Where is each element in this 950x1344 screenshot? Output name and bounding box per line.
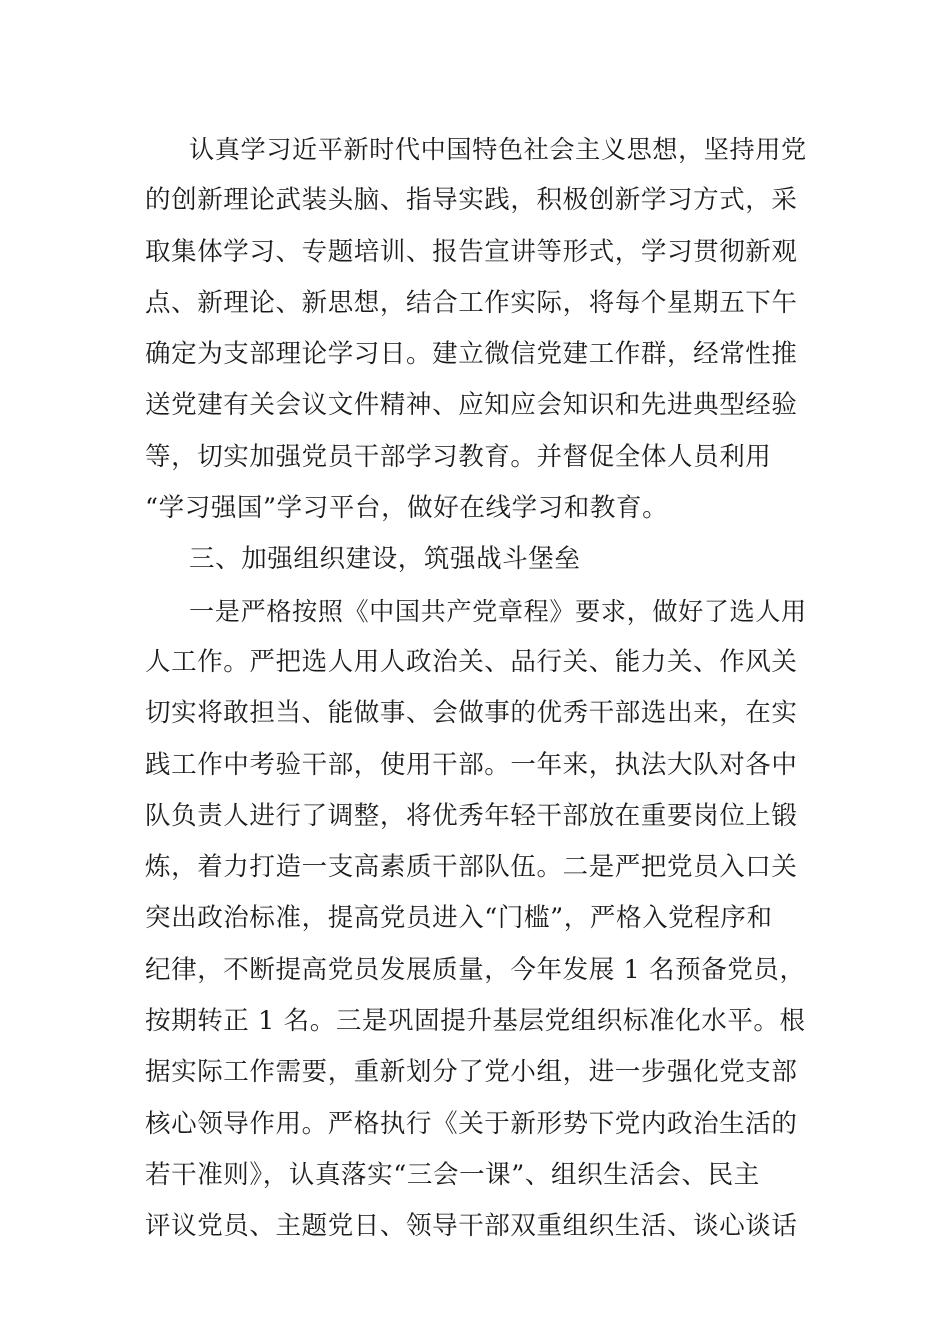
paragraph-line: 炼，着力打造一支高素质干部队伍。二是严把党员入口关 xyxy=(145,852,798,883)
paragraph-line: 的创新理论武装头脑、指导实践，积极创新学习方式，采 xyxy=(145,185,798,216)
paragraph-line: 一是严格按照《中国共产党章程》要求，做好了选人用 xyxy=(189,596,807,626)
paragraph-line: 确定为支部理论学习日。建立微信党建工作群，经常性推 xyxy=(145,339,798,370)
paragraph-line: 送党建有关会议文件精神、应知应会知识和先进典型经验 xyxy=(145,390,798,421)
paragraph-line: 践工作中考验干部，使用干部。一年来，执法大队对各中 xyxy=(145,749,798,780)
paragraph-line: 按期转正 1 名。三是巩固提升基层党组织标准化水平。根 xyxy=(145,1006,806,1037)
paragraph-line: 评议党员、主题党日、领导干部双重组织生活、谈心谈话 xyxy=(145,1211,798,1242)
paragraph-line: 突出政治标准，提高党员进入“门槛”，严格入党程序和 xyxy=(145,903,773,934)
paragraph-line: “学习强国”学习平台，做好在线学习和教育。 xyxy=(145,493,669,524)
paragraph-line: 队负责人进行了调整，将优秀年轻干部放在重要岗位上锻 xyxy=(145,800,798,831)
paragraph-line: 据实际工作需要，重新划分了党小组，进一步强化党支部 xyxy=(145,1057,798,1088)
paragraph-line: 点、新理论、新思想，结合工作实际，将每个星期五下午 xyxy=(145,287,798,318)
paragraph-line: 切实将敢担当、能做事、会做事的优秀干部选出来，在实 xyxy=(145,698,798,729)
document-body xyxy=(145,124,810,1253)
paragraph-line: 认真学习近平新时代中国特色社会主义思想，坚持用党 xyxy=(189,135,807,164)
paragraph-line: 纪律，不断提高党员发展质量，今年发展 1 名预备党员， xyxy=(145,954,806,985)
paragraph-line: 人工作。严把选人用人政治关、品行关、能力关、作风关 xyxy=(145,646,798,677)
paragraph-line: 取集体学习、专题培训、报告宣讲等形式，学习贯彻新观 xyxy=(145,236,798,267)
paragraph-line: 等，切实加强党员干部学习教育。并督促全体人员利用 xyxy=(145,441,772,472)
paragraph-line: 核心领导作用。严格执行《关于新形势下党内政治生活的 xyxy=(145,1108,798,1139)
section-heading: 三、加强组织建设，筑强战斗堡垒 xyxy=(189,544,581,575)
paragraph-line: 若干准则》，认真落实“三会一课”、组织生活会、民主 xyxy=(145,1159,760,1190)
